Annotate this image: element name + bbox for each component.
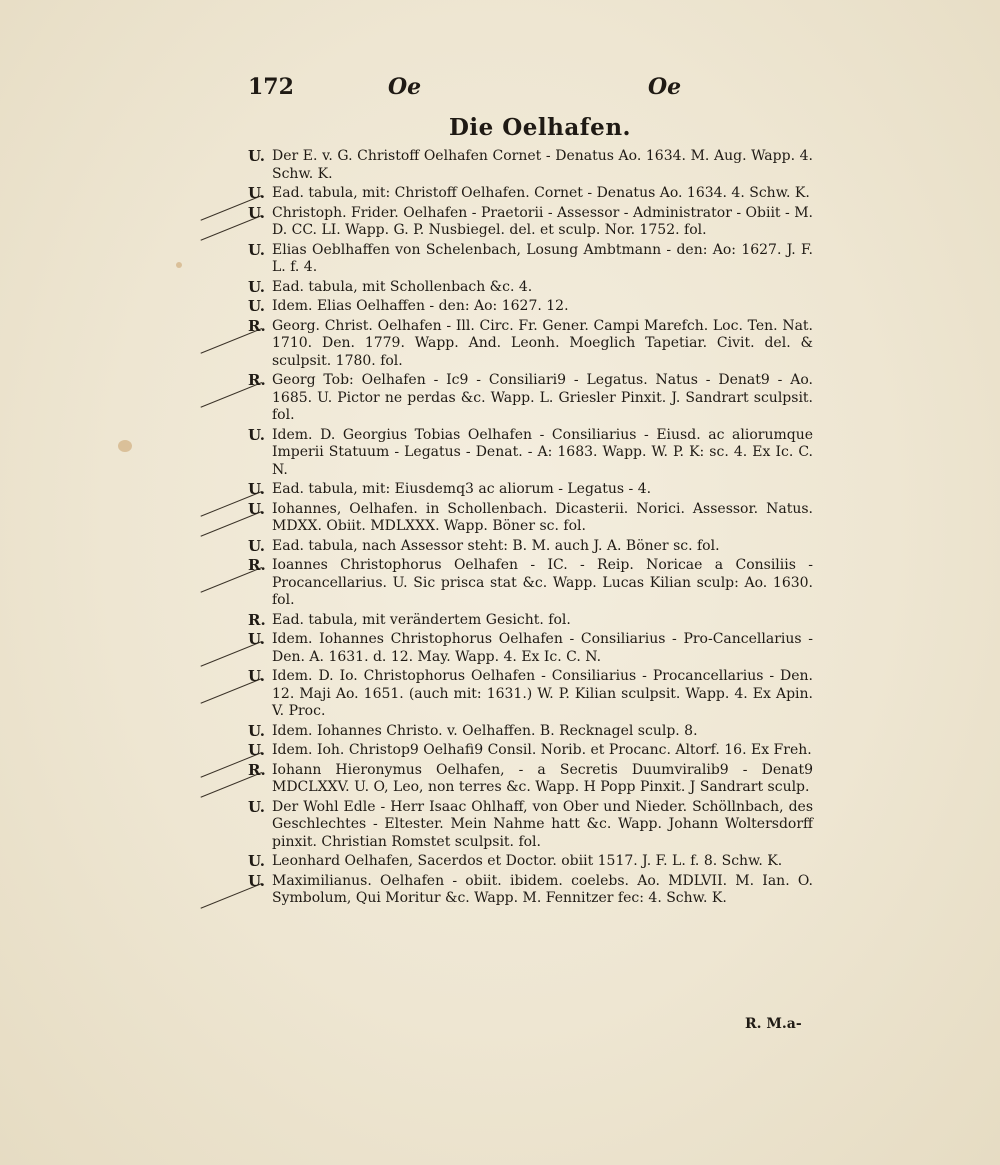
entry-text: Idem. Ioh. Christop9 Oelhafi9 Consil. Norib. et Procanc. Altorf. 16. Ex Freh. — [272, 742, 812, 758]
entry-text: Iohannes, Oelhafen. in Schollenbach. Dicasterii. Norici. Assessor. Natus. MDXX. Obiit. MDLXXX. Wapp. Böner sc. fol. — [272, 500, 813, 534]
catalog-entry — [248, 612, 813, 630]
entry-text: Christoph. Frider. Oelhafen - Praetorii - Assessor - Administrator - Obiit - M. D. CC. LI. Wapp. G. P. Nusbiegel. del. et sculp. Nor. 1752. fol. — [272, 204, 813, 238]
entry-marker: U. — [248, 240, 265, 259]
catalog-entry — [248, 873, 813, 908]
running-head-right: Oe — [648, 74, 682, 100]
entry-marker: U. — [248, 852, 265, 870]
entry-marker: R. — [248, 610, 266, 629]
entry-marker: R. — [248, 316, 266, 335]
entry-marker: R. — [248, 556, 266, 574]
catalog-entry — [248, 723, 813, 741]
entry-marker: U. — [248, 667, 265, 685]
catalog-entry — [248, 205, 813, 240]
entry-marker: U. — [248, 184, 265, 202]
entry-marker: U. — [248, 741, 265, 759]
section-title: Die Oelhafen. — [448, 114, 632, 141]
entry-marker: U. — [248, 721, 265, 740]
catalog-entry — [248, 279, 813, 297]
catalog-entry — [248, 148, 813, 183]
entry-text: Ead. tabula, nach Assessor steht: B. M. auch J. A. Böner sc. fol. — [272, 537, 720, 554]
catalog-entry — [248, 298, 813, 316]
stain-spot — [176, 262, 182, 268]
entry-text: Ead. tabula, mit Schollenbach &c. 4. — [272, 278, 533, 295]
catalog-entry — [248, 538, 813, 556]
page-number: 172 — [248, 74, 294, 100]
entry-marker: U. — [248, 297, 265, 315]
entry-marker: U. — [248, 499, 265, 518]
catalog-entry — [248, 481, 813, 499]
entry-marker: U. — [248, 871, 265, 890]
entry-marker: R. — [248, 371, 266, 389]
entry-marker: U. — [248, 277, 265, 296]
entry-text: Idem. D. Georgius Tobias Oelhafen - Consiliarius - Eiusd. ac aliorumque Imperii Statuum - Legatus - Denat. - A: 1683. Wapp. W. P. K: sc. 4. Ex Ic. C. N. — [272, 426, 813, 478]
entry-marker: U. — [248, 203, 265, 222]
entry-marker: U. — [248, 425, 265, 444]
entry-marker: U. — [248, 480, 265, 498]
entry-text: Georg Tob: Oelhafen - Ic9 - Consiliari9 - Legatus. Natus - Denat9 - Ao. 1685. U. Pictor ne perdas &c. Wapp. L. Griesler Pinxit. J. Sandrart sculpsit. fol. — [272, 372, 813, 423]
entry-marker: U. — [248, 147, 265, 165]
entry-text: Maximilianus. Oelhafen - obiit. ibidem. coelebs. Ao. MDLVII. M. Ian. O. Symbolum, Qui Moritur &c. Wapp. M. Fennitzer fec: 4. Schw. K. — [272, 872, 813, 906]
catalog-entry — [248, 501, 813, 536]
entry-text: Ead. tabula, mit: Eiusdemq3 ac aliorum - Legatus - 4. — [272, 481, 652, 497]
catalog-entry — [248, 799, 813, 852]
running-head-left: Oe — [388, 74, 422, 100]
entry-text: Idem. D. Io. Christophorus Oelhafen - Consiliarius - Procancellarius - Den. 12. Maji Ao. 1651. (auch mit: 1631.) W. P. Kilian sculpsit. Wapp. 4. Ex Apin. V. Proc. — [272, 668, 813, 719]
entry-text: Georg. Christ. Oelhafen - Ill. Circ. Fr. Gener. Campi Marefch. Loc. Ten. Nat. 1710. Den. 1779. Wapp. And. Leonh. Moeglich Tapetiar. Civit. del. & sculpsit. 1780. fol. — [272, 317, 813, 369]
entry-marker: R. — [248, 760, 266, 779]
entry-text: Ead. tabula, mit: Christoff Oelhafen. Cornet - Denatus Ao. 1634. 4. Schw. K. — [272, 185, 810, 201]
catalog-entry — [248, 185, 813, 203]
entry-text: Ioannes Christophorus Oelhafen - IC. - Reip. Noricae a Consiliis - Procancellarius. U. Sic prisca stat &c. Wapp. Lucas Kilian sculp: Ao. 1630. fol. — [272, 557, 813, 608]
entry-text: Elias Oeblhaffen von Schelenbach, Losung Ambtmann - den: Ao: 1627. J. F. L. f. 4. — [272, 241, 813, 275]
catalog-entry — [248, 742, 813, 760]
catalog-entry — [248, 557, 813, 610]
entry-text: Der E. v. G. Christoff Oelhafen Cornet - Denatus Ao. 1634. M. Aug. Wapp. 4. Schw. K. — [272, 148, 813, 182]
entry-marker: U. — [248, 536, 265, 555]
entry-marker: U. — [248, 797, 265, 816]
entry-text: Leonhard Oelhafen, Sacerdos et Doctor. obiit 1517. J. F. L. f. 8. Schw. K. — [272, 853, 783, 869]
entry-list — [248, 148, 813, 910]
catalog-entry — [248, 318, 813, 371]
stain-spot — [118, 440, 132, 452]
catalog-entry — [248, 668, 813, 721]
entry-marker: U. — [248, 630, 265, 648]
page-header — [248, 74, 828, 108]
catalog-entry — [248, 372, 813, 425]
catalog-entry — [248, 762, 813, 797]
entry-text: Idem. Elias Oelhaffen - den: Ao: 1627. 12. — [272, 298, 569, 314]
entry-text: Idem. Iohannes Christo. v. Oelhaffen. B. Recknagel sculp. 8. — [272, 722, 698, 739]
catalog-entry — [248, 853, 813, 871]
entry-text: Idem. Iohannes Christophorus Oelhafen - Consiliarius - Pro-Cancellarius - Den. A. 1631. d. 12. May. Wapp. 4. Ex Ic. C. N. — [272, 631, 813, 665]
entry-text: Der Wohl Edle - Herr Isaac Ohlhaff, von Ober und Nieder. Schöllnbach, des Geschlechtes - Eltester. Mein Nahme hatt &c. Wapp. Johann Woltersdorff pinxit. Christian Romstet sculpsit. fol. — [272, 798, 813, 850]
catalog-entry — [248, 631, 813, 666]
catchword: R. M.a- — [745, 1016, 802, 1032]
entry-text: Ead. tabula, mit verändertem Gesicht. fol. — [272, 611, 571, 628]
catalog-entry — [248, 427, 813, 480]
catalog-entry — [248, 242, 813, 277]
entry-text: Iohann Hieronymus Oelhafen, - a Secretis Duumviralib9 - Denat9 MDCLXXV. U. O, Leo, non terres &c. Wapp. H Popp Pinxit. J Sandrart sculp. — [272, 761, 813, 795]
